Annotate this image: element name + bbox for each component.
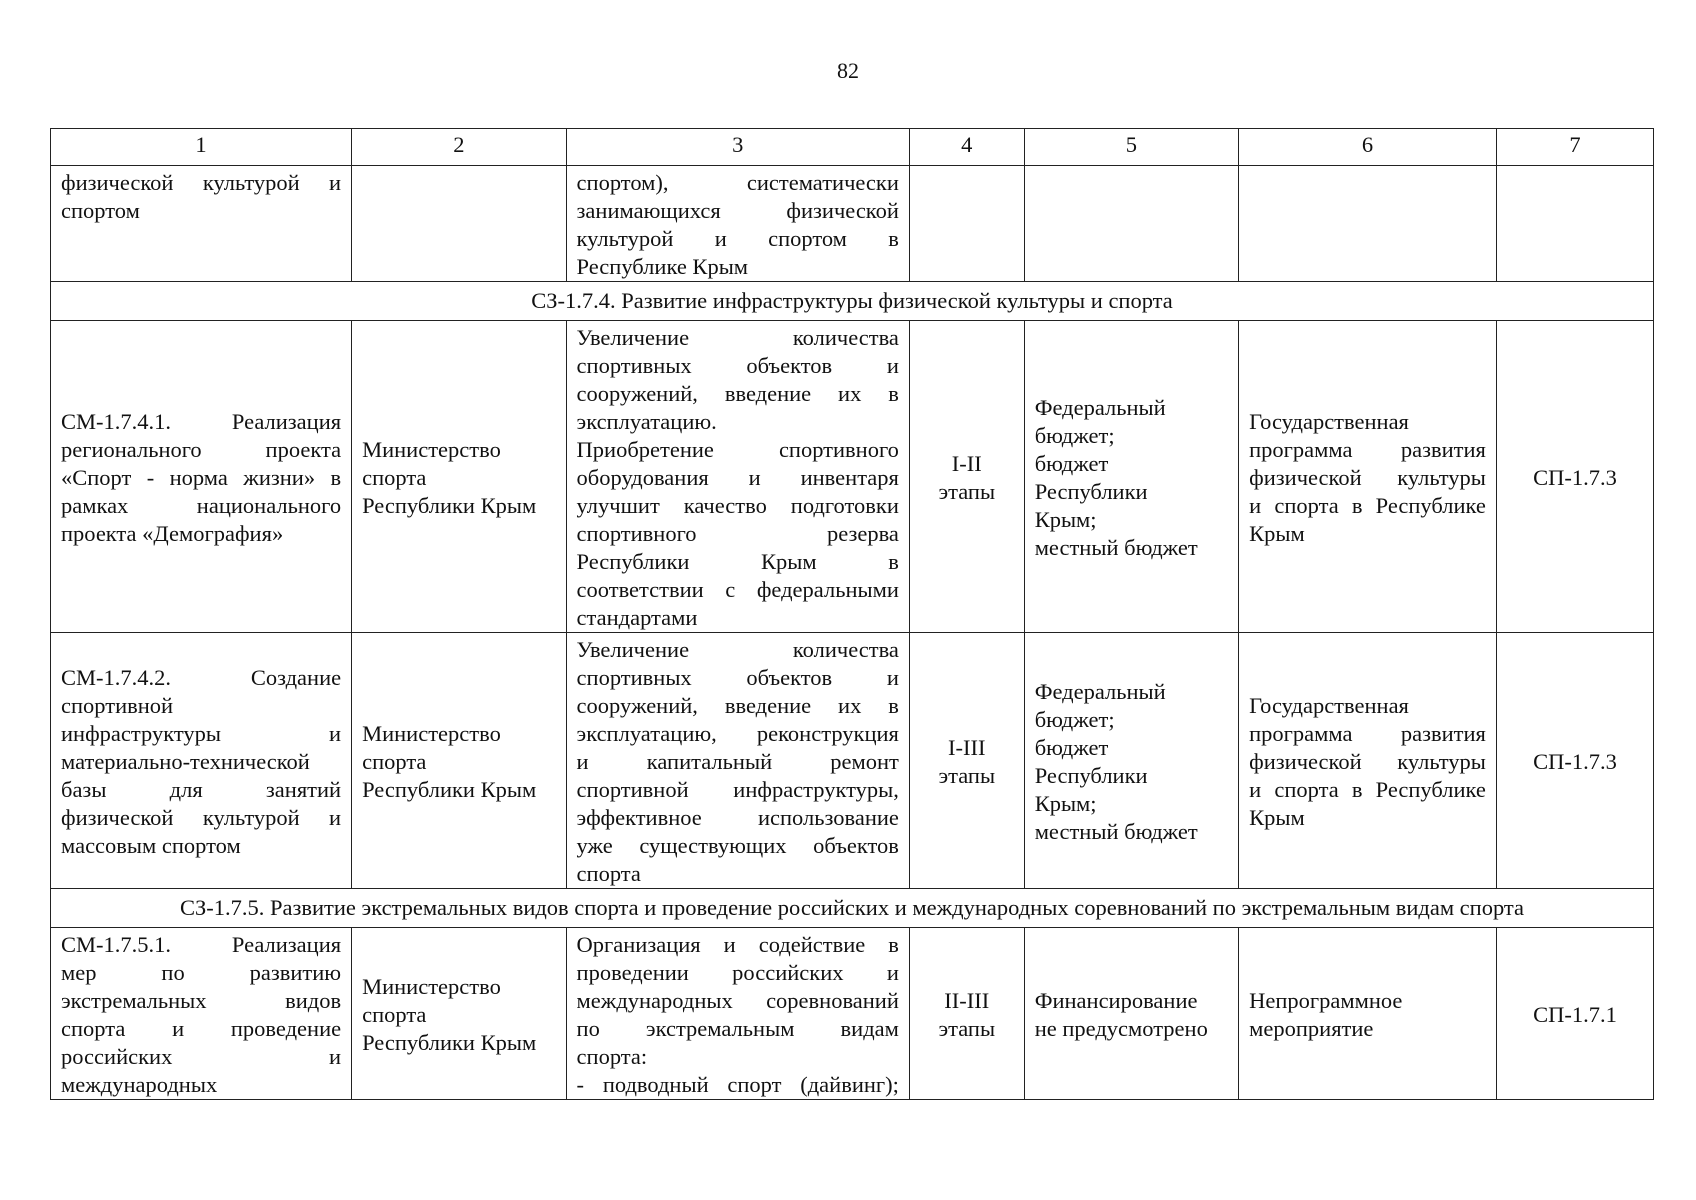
program-cell — [1239, 928, 1497, 1100]
text-line: экстремальных видов — [61, 988, 342, 1013]
program-cell — [1239, 166, 1497, 282]
program-measures-table — [50, 128, 1654, 1100]
text-line: Увеличение количества — [576, 637, 899, 662]
measure-cell — [51, 321, 352, 633]
text-line: проведении российских и — [576, 960, 899, 985]
executor-cell — [352, 633, 566, 889]
text-line: и спорта в Республике — [1249, 493, 1486, 518]
section-row — [51, 889, 1654, 928]
section-heading: СЗ-1.7.4. Развитие инфраструктуры физической культуры и спорта — [51, 282, 1654, 321]
text-line: Федеральный — [1034, 395, 1166, 420]
table-row — [51, 928, 1654, 1100]
text-line: спортивной инфраструктуры, — [576, 777, 899, 802]
program-cell — [1239, 321, 1497, 633]
text-line: Государственная — [1249, 693, 1409, 718]
text-line: сооружений, введение их в — [576, 693, 899, 718]
text-line: занимающихся физической — [576, 198, 899, 223]
text-line: бюджет — [1034, 735, 1109, 760]
text-line: Министерство — [362, 721, 501, 746]
text-line: мер по развитию — [61, 960, 342, 985]
text-line: СМ-1.7.5.1. Реализация — [61, 932, 342, 957]
text-line: Республики Крым в — [576, 549, 899, 574]
text-line: соответствии с федеральными — [576, 577, 899, 602]
text-line: этапы — [938, 479, 996, 504]
text-line: Увеличение количества — [576, 325, 899, 350]
text-line: по экстремальным видам — [576, 1016, 899, 1041]
text-line: международных соревнований — [576, 988, 899, 1013]
result-cell — [566, 633, 909, 889]
text-line: международных — [61, 1072, 218, 1097]
continuation-row — [51, 166, 1654, 282]
text-line: физической культурой и — [61, 805, 342, 830]
text-line: и спорта в Республике — [1249, 777, 1486, 802]
column-number: 2 — [352, 129, 566, 166]
funding-cell — [1024, 166, 1238, 282]
column-number: 5 — [1024, 129, 1238, 166]
text-line: рамках национального — [61, 493, 342, 518]
text-line: Крым — [1249, 805, 1305, 830]
text-line: Федеральный — [1034, 679, 1166, 704]
text-line: спорта — [362, 1002, 427, 1027]
text-line: Государственная — [1249, 409, 1409, 434]
text-line: II-III — [944, 988, 990, 1013]
funding-cell — [1024, 321, 1238, 633]
text-line: Министерство — [362, 437, 501, 462]
text-line: спортом — [61, 198, 140, 223]
text-line: Финансирование — [1034, 988, 1198, 1013]
text-line: улучшит качество подготовки — [576, 493, 899, 518]
measure-cell — [51, 633, 352, 889]
text-line: спортивных объектов и — [576, 353, 899, 378]
stages-cell — [909, 633, 1024, 889]
text-line: спортивных объектов и — [576, 665, 899, 690]
text-line: программа развития — [1249, 721, 1486, 746]
text-line: проекта «Демография» — [61, 521, 284, 546]
text-line: Приобретение спортивного — [576, 437, 899, 462]
code-cell: СП-1.7.3 — [1496, 321, 1653, 633]
text-line: спорта — [576, 861, 641, 886]
text-line: бюджет; — [1034, 707, 1115, 732]
text-line: Министерство — [362, 974, 501, 999]
code-cell — [1496, 166, 1653, 282]
text-line: спортивной — [61, 693, 174, 718]
text-line: Республики — [1034, 479, 1148, 504]
column-number: 3 — [566, 129, 909, 166]
text-line: этапы — [938, 1016, 996, 1041]
result-cell — [566, 166, 909, 282]
stages-cell — [909, 321, 1024, 633]
section-heading: СЗ-1.7.5. Развитие экстремальных видов спорта и проведение российских и международных соревнований по экстремальным видам спорта — [51, 889, 1654, 928]
text-line: I-III — [948, 735, 986, 760]
text-line: спорта — [362, 465, 427, 490]
text-line: местный бюджет — [1034, 535, 1198, 560]
table-row — [51, 633, 1654, 889]
text-line: Непрограммное — [1249, 988, 1403, 1013]
text-line: спорта: — [576, 1044, 648, 1069]
text-line: бюджет — [1034, 451, 1109, 476]
column-number: 4 — [909, 129, 1024, 166]
text-line: СМ-1.7.4.1. Реализация — [61, 409, 342, 434]
text-line: эксплуатацию, реконструкция — [576, 721, 899, 746]
text-line: стандартами — [576, 605, 698, 630]
text-line: Организация и содействие в — [576, 932, 899, 957]
page-number: 82 — [837, 58, 859, 83]
text-line: физической культурой и — [61, 170, 342, 195]
text-line: не предусмотрено — [1034, 1016, 1208, 1041]
stages-cell — [909, 166, 1024, 282]
text-line: материально-технической — [61, 749, 310, 774]
text-line: инфраструктуры и — [61, 721, 342, 746]
text-line: I-II — [951, 451, 982, 476]
text-line: базы для занятий — [61, 777, 342, 802]
text-line: спортом), систематически — [576, 170, 899, 195]
text-line: Республики Крым — [362, 777, 537, 802]
column-number-row — [51, 129, 1654, 166]
program-cell — [1239, 633, 1497, 889]
text-line: Крым; — [1034, 791, 1097, 816]
text-line: массовым спортом — [61, 833, 241, 858]
column-number: 7 — [1496, 129, 1653, 166]
text-line: оборудования и инвентаря — [576, 465, 899, 490]
text-line: спорта и проведение — [61, 1016, 342, 1041]
text-line: сооружений, введение их в — [576, 381, 899, 406]
executor-cell — [352, 321, 566, 633]
text-line: Крым — [1249, 521, 1305, 546]
text-line: российских и — [61, 1044, 342, 1069]
text-line: эксплуатацию. — [576, 409, 717, 434]
text-line: спорта — [362, 749, 427, 774]
measure-cell — [51, 166, 352, 282]
text-line: уже существующих объектов — [576, 833, 899, 858]
text-line: мероприятие — [1249, 1016, 1374, 1041]
text-line: «Спорт - норма жизни» в — [61, 465, 342, 490]
column-number: 1 — [51, 129, 352, 166]
text-line: физической культуры — [1249, 749, 1486, 774]
text-line: - подводный спорт (дайвинг); — [576, 1072, 899, 1097]
text-line: Республики — [1034, 763, 1148, 788]
section-row — [51, 282, 1654, 321]
result-cell — [566, 928, 909, 1100]
text-line: Республики Крым — [362, 1030, 537, 1055]
measure-cell — [51, 928, 352, 1100]
executor-cell — [352, 166, 566, 282]
text-line: физической культуры — [1249, 465, 1486, 490]
text-line: Республике Крым — [576, 254, 749, 279]
text-line: СМ-1.7.4.2. Создание — [61, 665, 342, 690]
result-cell — [566, 321, 909, 633]
text-line: бюджет; — [1034, 423, 1115, 448]
code-cell: СП-1.7.1 — [1496, 928, 1653, 1100]
text-line: и капитальный ремонт — [576, 749, 899, 774]
text-line: спортивного резерва — [576, 521, 899, 546]
text-line: этапы — [938, 763, 996, 788]
stages-cell — [909, 928, 1024, 1100]
text-line: местный бюджет — [1034, 819, 1198, 844]
funding-cell — [1024, 633, 1238, 889]
text-line: Республики Крым — [362, 493, 537, 518]
column-number: 6 — [1239, 129, 1497, 166]
table-row — [51, 321, 1654, 633]
text-line: Крым; — [1034, 507, 1097, 532]
text-line: культурой и спортом в — [576, 226, 899, 251]
text-line: регионального проекта — [61, 437, 342, 462]
code-cell: СП-1.7.3 — [1496, 633, 1653, 889]
text-line: эффективное использование — [576, 805, 899, 830]
executor-cell — [352, 928, 566, 1100]
funding-cell — [1024, 928, 1238, 1100]
text-line: программа развития — [1249, 437, 1486, 462]
